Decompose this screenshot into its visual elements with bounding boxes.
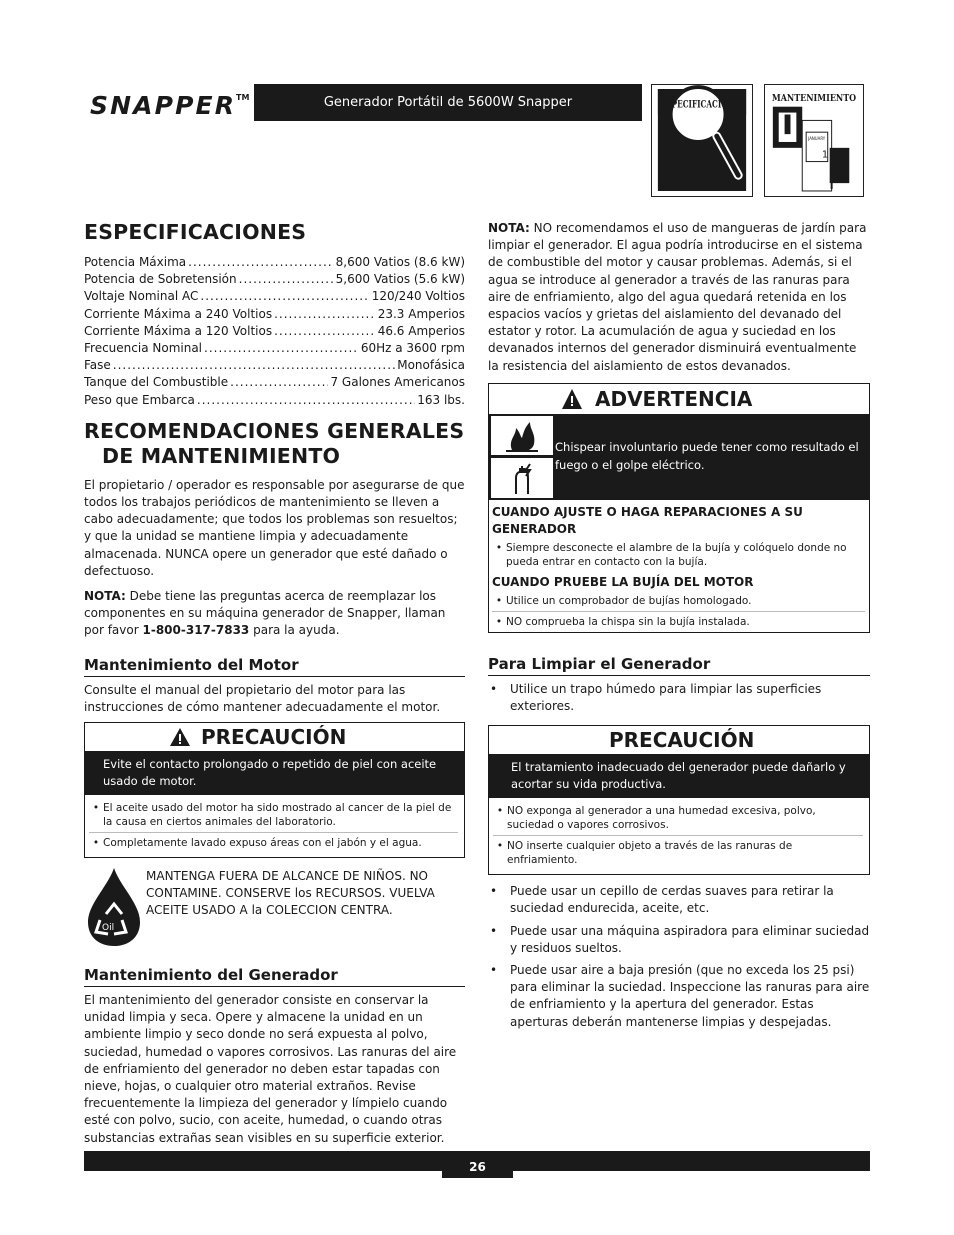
list-item: • Puede usar aire a baja presión (que no exceda los 25 psi) para eliminar la suciedad. Inspeccione las ranuras para aire de enfriamiento y la apertura del generador. Estas aperturas deberán mantenerse limpias y despejadas.	[490, 963, 870, 1029]
spec-label: Peso que Embarca	[84, 392, 195, 407]
spec-row	[84, 323, 465, 340]
warning-triangle-icon	[169, 727, 191, 747]
caution-message: Evite el contacto prolongado o repetido de piel con aceite usado de motor.	[85, 751, 464, 795]
left-column	[84, 220, 465, 1147]
nota-text: Debe tiene las preguntas acerca de reemplazar los componentes en su máquina generador de Snapper, llaman por favor	[84, 589, 446, 638]
list-item: • NO exponga al generador a una humedad excesiva, polvo, suciedad o vapores corrosivos.	[496, 805, 816, 832]
generator-maintenance-heading: Mantenimiento del Generador	[84, 966, 465, 987]
spec-row	[84, 271, 465, 288]
nota-label: NOTA:	[84, 589, 126, 604]
warning-message-band	[489, 414, 869, 500]
calendar-month-label: JANUARY	[808, 136, 826, 142]
cleaning-heading: Para Limpiar el Generador	[488, 655, 870, 676]
spec-leader	[239, 271, 334, 288]
cleaning-list	[488, 681, 870, 715]
spec-value: 60Hz a 3600 rpm	[360, 341, 465, 356]
motor-maintenance-paragraph: Consulte el manual del propietario del motor para las instrucciones de cómo mantener adecuadamente el motor.	[84, 682, 441, 714]
spec-row	[84, 340, 465, 357]
spec-label: Corriente Máxima a 240 Voltios	[84, 306, 273, 321]
list-item: • NO comprueba la chispa sin la bujía instalada.	[492, 611, 865, 632]
list-item: • NO inserte cualquier objeto a través de las ranuras de enfriamiento.	[493, 835, 863, 870]
spec-label: Tanque del Combustible	[84, 375, 229, 390]
spec-value: 5,600 Vatios (5.6 kW)	[335, 272, 465, 287]
generator-maintenance-paragraph: El mantenimiento del generador consiste en conservar la unidad limpia y seca. Opere y almacene la unidad en un ambiente limpio y seco donde no será expuesta al polvo, suciedad, humedad o vapores corrosivos. Las ranuras del aire de enfriamiento del generador no deben estar tapadas con nieve, hojas, o cualquier otro material extraños. Revise frecuentemente la limpieza del generador y límpielo cuando esté con polvo, sucio, con aceite, humedad, o cuando otras substancias extrañas sean visibles en su superficie exterior.	[84, 993, 457, 1145]
nota-text: NO recomendamos el uso de mangueras de jardín para limpiar el generador. El agua podría introducirse en el sistema de combustible del motor y causar problemas. Además, si el agua se introduce al generador a través de las ranuras para aire de enfriamiento, algo del agua quedará retenida en los espacios vacíos y grietas del aislamiento del devanado del estator y rotor. La acumulación de agua y suciedad en los devanados internos del generador disminuirá eventualmente la resistencia del aislamiento de estos devanados.	[488, 221, 867, 373]
caution-list	[85, 795, 464, 857]
spec-leader	[113, 357, 395, 374]
spec-row	[84, 357, 465, 374]
nota-end: para la ayuda.	[249, 623, 340, 638]
spec-label: Voltaje Nominal AC	[84, 289, 199, 304]
spec-value: 46.6 Amperios	[377, 323, 465, 338]
caution-title: PRECAUCIÓN	[201, 725, 347, 750]
brand-text: SNAPPER	[90, 91, 234, 120]
section-heading: CUANDO AJUSTE O HAGA REPARACIONES A SU GENERADOR	[492, 504, 803, 536]
electric-shock-icon	[491, 458, 553, 498]
spec-value: 7 Galones Americanos	[330, 375, 465, 390]
fire-icon	[491, 416, 553, 456]
cleaning-tips-list	[488, 883, 870, 1031]
nota-label: NOTA:	[488, 221, 530, 235]
parts-note-paragraph	[84, 588, 465, 640]
oil-label: Oil	[102, 923, 115, 934]
caution-message: El tratamiento inadecuado del generador puede dañarlo y acortar su vida productiva.	[489, 754, 869, 798]
list-item: • Puede usar un cepillo de cerdas suaves para retirar la suciedad endurecida, aceite, etc.	[490, 884, 834, 916]
caution-header	[489, 726, 869, 754]
oil-drop-recycle-icon	[84, 866, 144, 948]
hose-note-paragraph	[488, 220, 870, 375]
motor-caution-box	[84, 722, 465, 858]
generator-caution-box	[488, 725, 870, 875]
spec-leader	[274, 323, 376, 340]
spec-value: 163 lbs.	[417, 392, 465, 407]
list-item: • El aceite usado del motor ha sido mostrado al cancer de la piel de la causa en ciertos animales del laboratorio.	[92, 802, 452, 829]
recommendations-heading	[84, 419, 465, 469]
document-title-bar	[254, 84, 642, 121]
list-item: • Siempre desconecte el alambre de la bujía y colóquelo donde no pueda entrar en contacto con la bujía.	[495, 541, 847, 568]
phone-number: 1-800-317-7833	[142, 623, 250, 638]
oil-recycling-notice	[84, 866, 465, 948]
section-heading: CUANDO PRUEBE LA BUJÍA DEL MOTOR	[492, 574, 754, 589]
trademark-text: TM	[236, 93, 250, 102]
recommendations-heading-line2: DE MANTENIMIENTO	[102, 443, 341, 468]
list-item: • Puede usar una máquina aspiradora para eliminar suciedad y residuos sueltos.	[490, 923, 870, 955]
recommendations-heading-line1: RECOMENDACIONES GENERALES	[84, 418, 465, 443]
snapper-logo	[86, 88, 256, 122]
spec-label: Corriente Máxima a 120 Voltios	[84, 323, 273, 338]
motor-maintenance-heading: Mantenimiento del Motor	[84, 656, 465, 677]
owner-responsibility-paragraph: El propietario / operador es responsable por asegurarse de que todos los trabajos periódicos de mantenimiento se lleven a cabo adecuadamente; que todos los problemas son resueltos; y que la unidad se mantiene limpia y adecuadamente almacenada. NUNCA opere un generador que esté dañado o defectuoso.	[84, 477, 465, 578]
spec-leader	[197, 392, 415, 409]
mantenimiento-tab-icon	[764, 84, 864, 197]
warning-message: Chispear involuntario puede tener como resultado el fuego o el golpe eléctrico.	[555, 439, 859, 472]
list-item: • Utilice un comprobador de bujías homologado.	[495, 594, 752, 607]
warning-box	[488, 383, 870, 633]
especificaciones-tab-label: ESPECIFICACIONES	[660, 98, 746, 111]
spec-leader	[230, 374, 328, 391]
list-item: • Utilice un trapo húmedo para limpiar las superficies exteriores.	[490, 681, 822, 714]
caution-list	[489, 798, 869, 874]
spec-leader	[188, 254, 334, 271]
list-item: • Completamente lavado expuso áreas con el jabón y el agua.	[89, 832, 458, 853]
warning-title: ADVERTENCIA	[595, 386, 753, 411]
specs-heading: ESPECIFICACIONES	[84, 220, 307, 244]
spec-label: Potencia Máxima	[84, 255, 187, 269]
right-column	[488, 220, 870, 1036]
spec-row	[84, 254, 465, 271]
spec-row	[84, 288, 465, 305]
spec-value: Monofásica	[397, 358, 465, 373]
spec-leader	[204, 340, 359, 357]
warning-section-repair	[489, 500, 869, 572]
warning-section-sparkplug	[489, 572, 869, 632]
document-title: Generador Portátil de 5600W Snapper	[323, 95, 573, 110]
spec-row	[84, 392, 465, 409]
warning-header	[489, 384, 869, 414]
mantenimiento-tab-label: MANTENIMIENTO	[771, 93, 857, 104]
spec-value: 23.3 Amperios	[377, 306, 465, 321]
page-number: 26	[442, 1156, 513, 1178]
spec-row	[84, 374, 465, 391]
spec-value: 120/240 Voltios	[371, 289, 465, 304]
warning-triangle-icon	[561, 388, 583, 410]
spec-label: Frecuencia Nominal	[84, 341, 203, 356]
spec-value: 8,600 Vatios (8.6 kW)	[335, 255, 465, 269]
spec-leader	[274, 306, 376, 323]
caution-title: PRECAUCIÓN	[609, 728, 755, 753]
spec-label: Potencia de Sobretensión	[84, 272, 237, 287]
spec-row	[84, 306, 465, 323]
especificaciones-tab-icon	[651, 84, 753, 197]
caution-header	[85, 723, 464, 751]
svg-text:1: 1	[821, 149, 829, 161]
oil-recycling-text: MANTENGA FUERA DE ALCANCE DE NIÑOS. NO CONTAMINE. CONSERVE los RECURSOS. VUELVA ACEITE USADO A la COLECCION CENTRA.	[146, 869, 435, 918]
spec-label: Fase	[84, 358, 111, 373]
spec-list	[84, 254, 465, 409]
spec-leader	[200, 288, 369, 305]
